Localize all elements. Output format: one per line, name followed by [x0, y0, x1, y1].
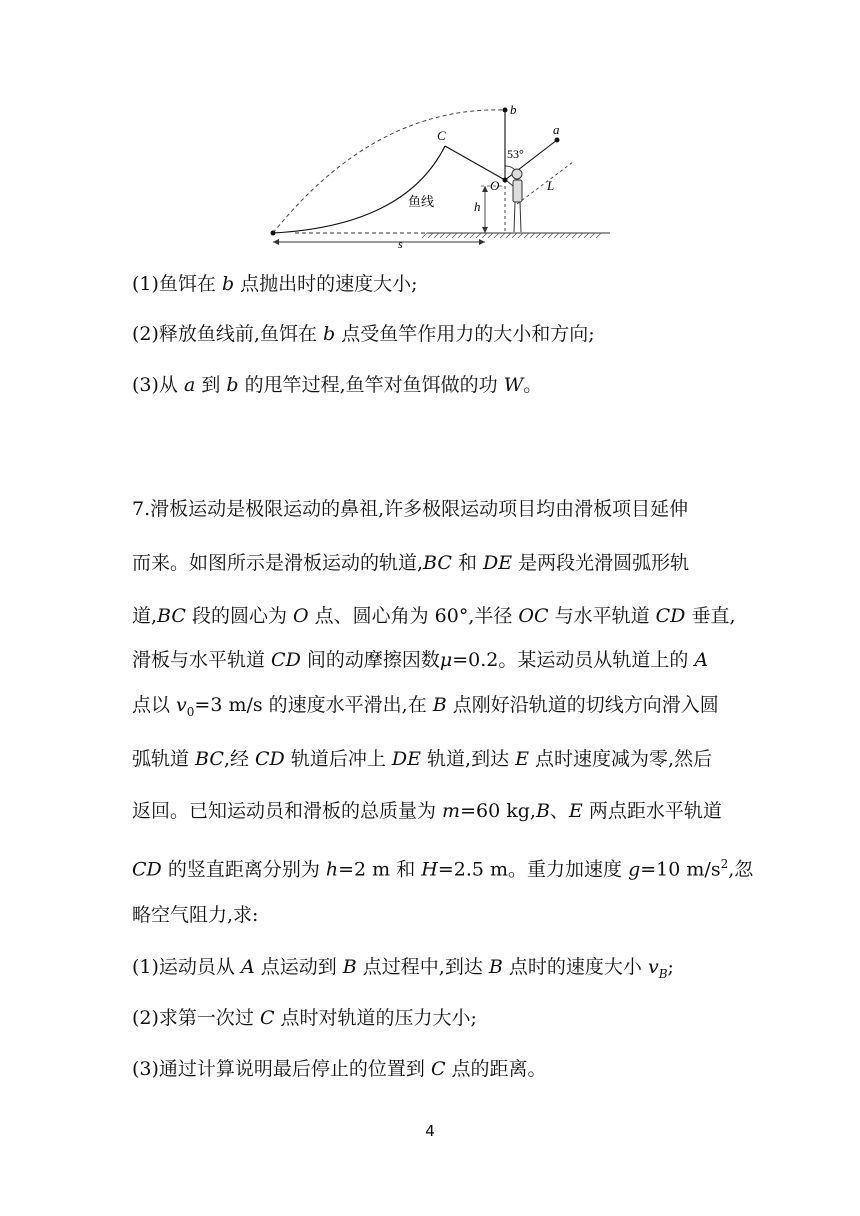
- label-s: s: [398, 237, 403, 251]
- point-a-dot: [555, 138, 560, 143]
- label-angle: 53°: [507, 147, 524, 161]
- line-c-to-o: [445, 146, 505, 180]
- label-h: h: [474, 199, 481, 214]
- label-o: O: [490, 178, 500, 193]
- q6-sub3: (3)从 a 到 b 的甩竿过程,鱼竿对鱼饵做的功 W。: [132, 374, 543, 396]
- q6-sub2: (2)释放鱼线前,鱼饵在 b 点受鱼竿作用力的大小和方向;: [132, 323, 595, 345]
- q7-line-9: 略空气阻力,求:: [132, 904, 259, 926]
- q7-line-1: 7.滑板运动是极限运动的鼻祖,许多极限运动项目均由滑板项目延伸: [132, 498, 689, 520]
- q7-line-2: 而来。如图所示是滑板运动的轨道,BC 和 DE 是两段光滑圆弧形轨: [132, 552, 690, 574]
- trajectory-dashed-curve: [273, 110, 505, 233]
- label-b: b: [510, 102, 517, 117]
- q7-sub3: (3)通过计算说明最后停止的位置到 C 点的距离。: [132, 1058, 547, 1080]
- angler-figure: [507, 169, 522, 232]
- q7-sub1: (1)运动员从 A 点运动到 B 点过程中,到达 B 点时的速度大小 $v_B$;: [132, 956, 674, 981]
- label-fishing-line: 鱼线: [408, 194, 435, 209]
- bait-landing-dot: [271, 231, 276, 236]
- q7-line-8: CD 的竖直距离分别为 h=2 m 和 H=2.5 m。重力加速度 g=10 $m/s^2$,忽: [132, 857, 754, 881]
- point-o-dot: [503, 178, 508, 183]
- q7-line-6: 弧轨道 BC,经 CD 轨道后冲上 DE 轨道,到达 E 点时速度减为零,然后: [132, 748, 713, 770]
- point-b-dot: [503, 108, 508, 113]
- q7-line-3: 道,BC 段的圆心为 O 点、圆心角为 60°,半径 OC 与水平轨道 CD 垂直,: [132, 605, 736, 627]
- q7-line-5: 点以 $v_0=3$ m/s 的速度水平滑出,在 B 点刚好沿轨道的切线方向滑入圆: [132, 694, 719, 719]
- fishing-rod-diagram: [255, 96, 615, 258]
- label-l: L: [547, 178, 555, 193]
- page-number: 4: [425, 1122, 435, 1140]
- l-dimension-line: [517, 162, 573, 204]
- fishing-line-curve: [273, 146, 445, 233]
- q7-sub2: (2)求第一次过 C 点时对轨道的压力大小;: [132, 1007, 477, 1029]
- label-a: a: [553, 122, 560, 137]
- q7-line-4: 滑板与水平轨道 CD 间的动摩擦因数μ=0.2。某运动员从轨道上的 A: [132, 649, 709, 671]
- label-c: C: [437, 128, 446, 143]
- q7-line-7: 返回。已知运动员和滑板的总质量为 m=60 kg,B、E 两点距水平轨道: [132, 800, 722, 822]
- q6-sub1: (1)鱼饵在 b 点抛出时的速度大小;: [132, 273, 418, 295]
- ground-hatching: [422, 233, 601, 238]
